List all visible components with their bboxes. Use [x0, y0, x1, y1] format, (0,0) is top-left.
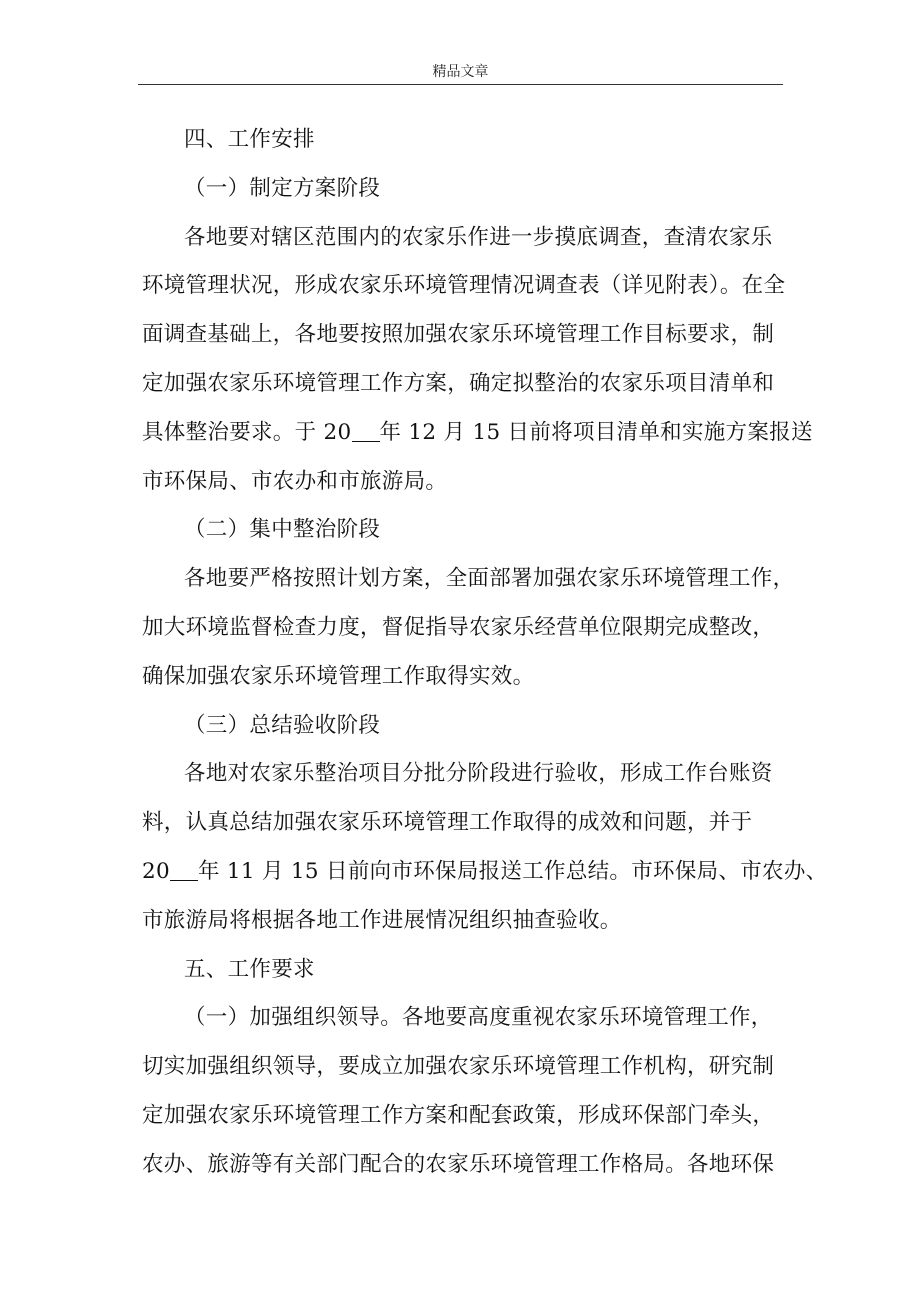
- paragraph-line: 料，认真总结加强农家乐环境管理工作取得的成效和问题，并于: [142, 810, 753, 836]
- paragraph-line: （一）加强组织领导。各地要高度重视农家乐环境管理工作，: [184, 1005, 773, 1031]
- section-4-1-heading: （一）制定方案阶段: [184, 175, 381, 201]
- text-run: 年 12 月 15 日前将项目清单和实施方案报送: [379, 419, 813, 445]
- paragraph-line: 市环保局、市农办和市旅游局。: [142, 468, 448, 494]
- text-run: 20: [142, 858, 170, 884]
- text-run: 具体整治要求。于 20: [142, 419, 352, 445]
- section-4-3-heading: （三）总结验收阶段: [184, 712, 381, 738]
- paragraph-line: 各地对农家乐整治项目分批分阶段进行验收，形成工作台账资: [184, 761, 773, 787]
- text-run: 年 11 月 15 日前向市环保局报送工作总结。市环保局、市农办、: [197, 858, 828, 884]
- section-4-heading: 四、工作安排: [184, 127, 315, 152]
- paragraph-line: 面调查基础上，各地要按照加强农家乐环境管理工作目标要求，制: [142, 322, 775, 348]
- section-5-heading: 五、工作要求: [184, 956, 315, 982]
- paragraph-line: [142, 409, 813, 458]
- paragraph-line: 加大环境监督检查力度，督促指导农家乐经营单位限期完成整改，: [142, 614, 775, 640]
- blank-underline: [352, 415, 380, 442]
- paragraph-line: [142, 848, 828, 897]
- blank-underline: [170, 854, 198, 881]
- document-body: [142, 116, 828, 1190]
- paragraph-line: 切实加强组织领导，要成立加强农家乐环境管理工作机构，研究制: [142, 1054, 775, 1080]
- paragraph-line: 环境管理状况，形成农家乐环境管理情况调查表（详见附表）。在全: [142, 273, 786, 299]
- section-4-2-heading: （二）集中整治阶段: [184, 517, 381, 543]
- header-divider: [138, 84, 783, 85]
- paragraph-line: 定加强农家乐环境管理工作方案和配套政策，形成环保部门牵头，: [142, 1102, 775, 1128]
- paragraph-line: 市旅游局将根据各地工作进展情况组织抽查验收。: [142, 907, 622, 933]
- paragraph-line: 农办、旅游等有关部门配合的农家乐环境管理工作格局。各地环保: [142, 1151, 775, 1177]
- page-header: 精品文章: [432, 64, 489, 80]
- paragraph-line: 各地要严格按照计划方案，全面部署加强农家乐环境管理工作，: [184, 566, 795, 592]
- paragraph-line: 确保加强农家乐环境管理工作取得实效。: [142, 663, 535, 689]
- paragraph-line: 各地要对辖区范围内的农家乐作进一步摸底调查，查清农家乐: [184, 224, 773, 250]
- paragraph-line: 定加强农家乐环境管理工作方案，确定拟整治的农家乐项目清单和: [142, 370, 775, 396]
